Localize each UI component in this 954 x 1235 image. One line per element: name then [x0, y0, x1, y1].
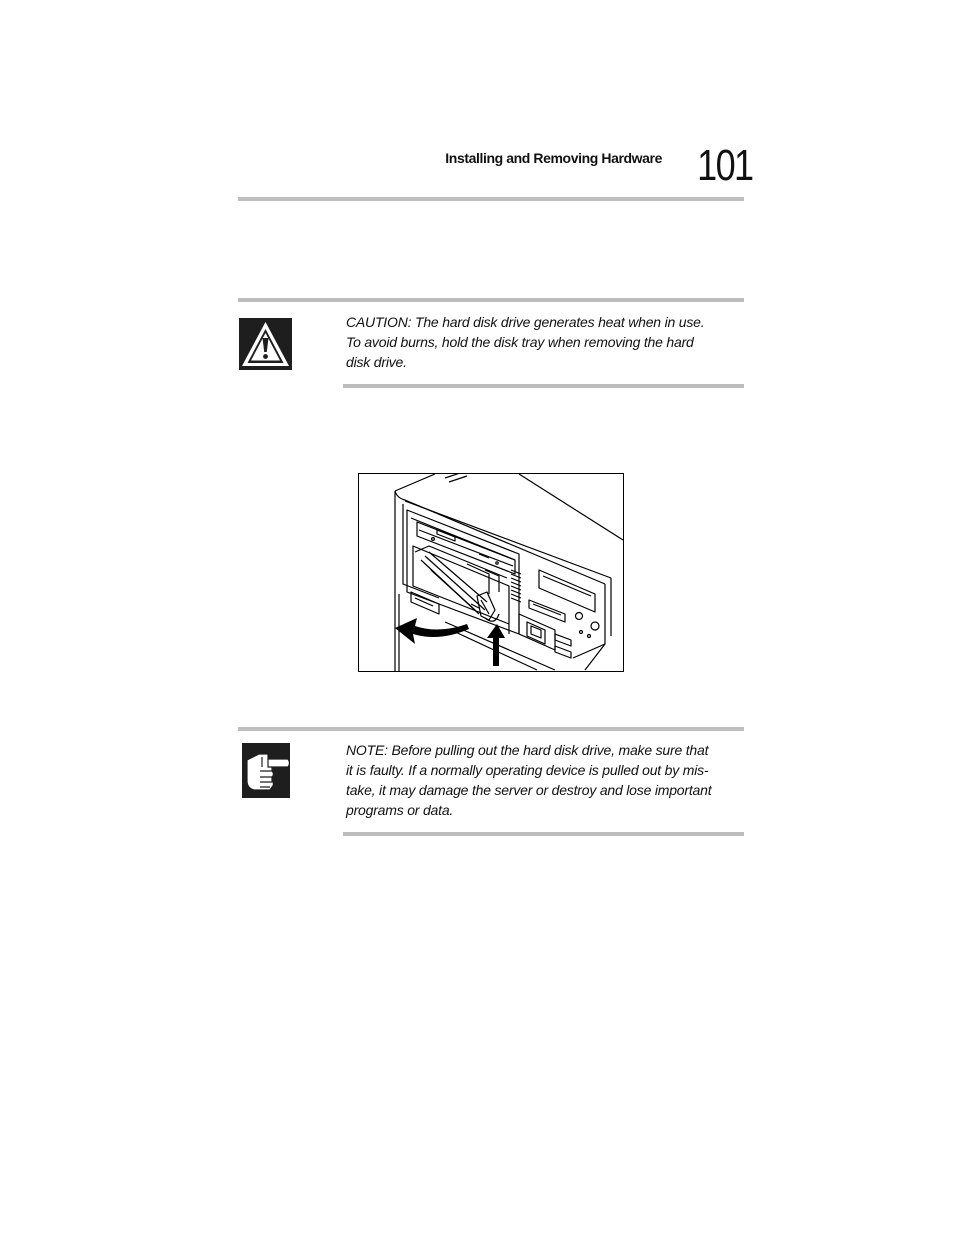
caution-rule-top [238, 298, 744, 302]
note-text: NOTE: Before pulling out the hard disk drive, make sure that it is faulty. If a normally operating device is pulled out by mis-take, it may damage the server or destroy and lose important programs or data. [346, 742, 712, 818]
note-rule-top [238, 727, 744, 731]
header-rule [238, 197, 744, 201]
page-number: 101 [697, 141, 753, 190]
hard-disk-removal-figure [358, 473, 624, 672]
pointing-hand-icon [242, 743, 290, 798]
running-header-title: Installing and Removing Hardware [445, 150, 662, 166]
caution-rule-bottom [343, 384, 744, 388]
note-rule-bottom [343, 832, 744, 836]
caution-text: CAUTION: The hard disk drive generates heat when in use. To avoid burns, hold the disk tray when removing the hard disk drive. [346, 314, 705, 370]
warning-triangle-icon [239, 318, 292, 370]
